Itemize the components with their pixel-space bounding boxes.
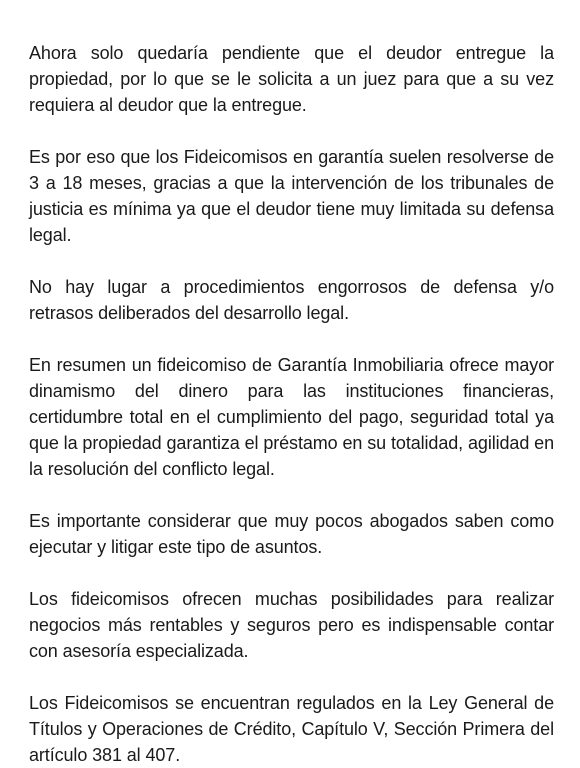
paragraph-possibilities: Los fideicomisos ofrecen muchas posibilidades para realizar negocios más rentables y seguros pero es indispensable contar con asesoría especializada. [29,589,554,661]
paragraph-no-delays: No hay lugar a procedimientos engorrosos de defensa y/o retrasos deliberados del desarrollo legal. [29,277,554,323]
paragraph-regulation: Los Fideicomisos se encuentran regulados en la Ley General de Títulos y Operaciones de Crédito, Capítulo V, Sección Primera del artículo 381 al 407. [29,693,554,765]
paragraph-lawyers: Es importante considerar que muy pocos abogados saben como ejecutar y litigar este tipo de asuntos. [29,511,554,557]
paragraph-resolution-time: Es por eso que los Fideicomisos en garantía suelen resolverse de 3 a 18 meses, gracias a que la intervención de los tribunales de justicia es mínima ya que el deudor tiene muy limitada su defensa legal. [29,147,554,245]
paragraph-summary: En resumen un fideicomiso de Garantía Inmobiliaria ofrece mayor dinamismo del dinero para las instituciones financieras, certidumbre total en el cumplimiento del pago, seguridad total ya que la propiedad garantiza el préstamo en su totalidad, agilidad en la resolución del conflicto legal. [29,355,554,479]
paragraph-delivery: Ahora solo quedaría pendiente que el deudor entregue la propiedad, por lo que se le solicita a un juez para que a su vez requiera al deudor que la entregue. [29,43,554,115]
